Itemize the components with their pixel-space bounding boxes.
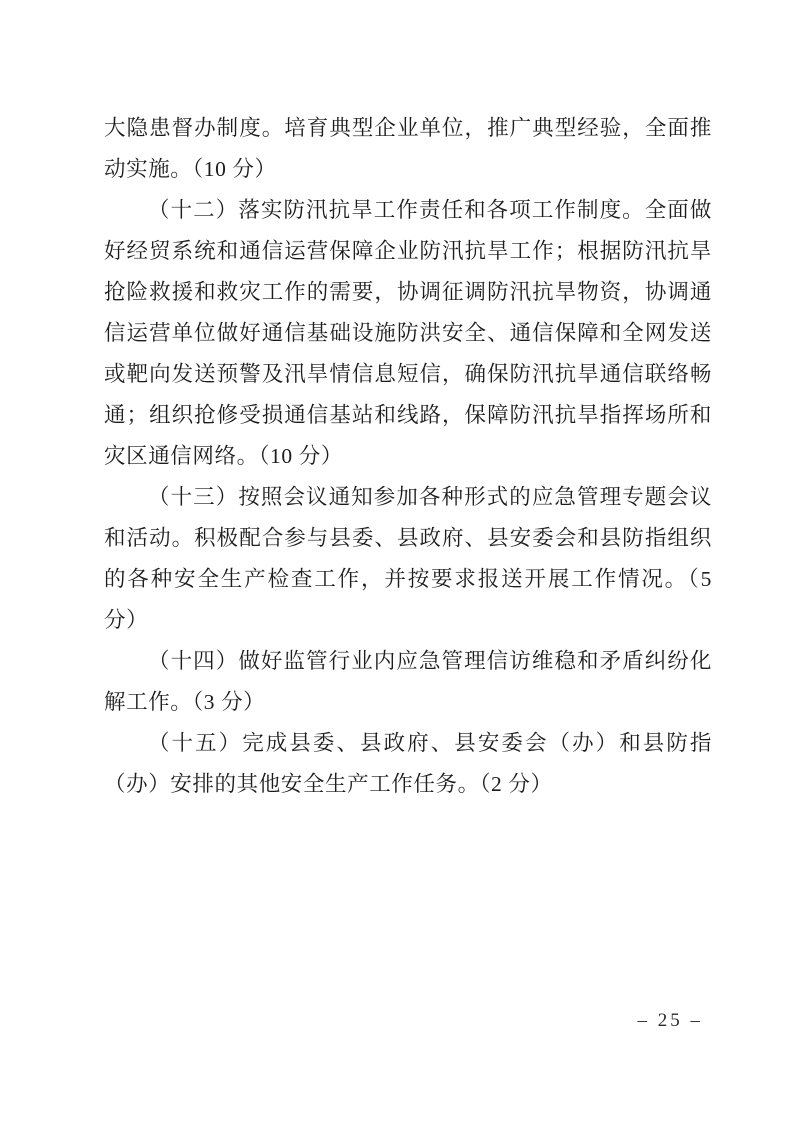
page-footer	[638, 1010, 704, 1032]
page-number: – 25 –	[637, 1010, 703, 1031]
paragraph-item-15: （十五）完成县委、县政府、县安委会（办）和县防指（办）安排的其他安全生产工作任务。（2 分）	[104, 731, 712, 796]
paragraph-item-12: （十二）落实防汛抗旱工作责任和各项工作制度。全面做好经贸系统和通信运营保障企业防汛抗旱工作；根据防汛抗旱抢险救援和救灾工作的需要，协调征调防汛抗旱物资，协调通信运营单位做好通信基础设施防洪安全、通信保障和全网发送或靶向发送预警及汛旱情信息短信，确保防汛抗旱通信联络畅通；组织抢修受损通信基站和线路，保障防汛抗旱指挥场所和灾区通信网络。（10 分）	[104, 198, 712, 468]
document-body	[104, 108, 712, 805]
paragraph-continuation: 大隐患督办制度。培育典型企业单位，推广典型经验，全面推动实施。（10 分）	[104, 116, 712, 181]
paragraph-item-13: （十三）按照会议通知参加各种形式的应急管理专题会议和活动。积极配合参与县委、县政府、县安委会和县防指组织的各种安全生产检查工作，并按要求报送开展工作情况。（5 分）	[104, 485, 712, 632]
paragraph-item-14: （十四）做好监管行业内应急管理信访维稳和矛盾纠纷化解工作。（3 分）	[104, 649, 712, 714]
